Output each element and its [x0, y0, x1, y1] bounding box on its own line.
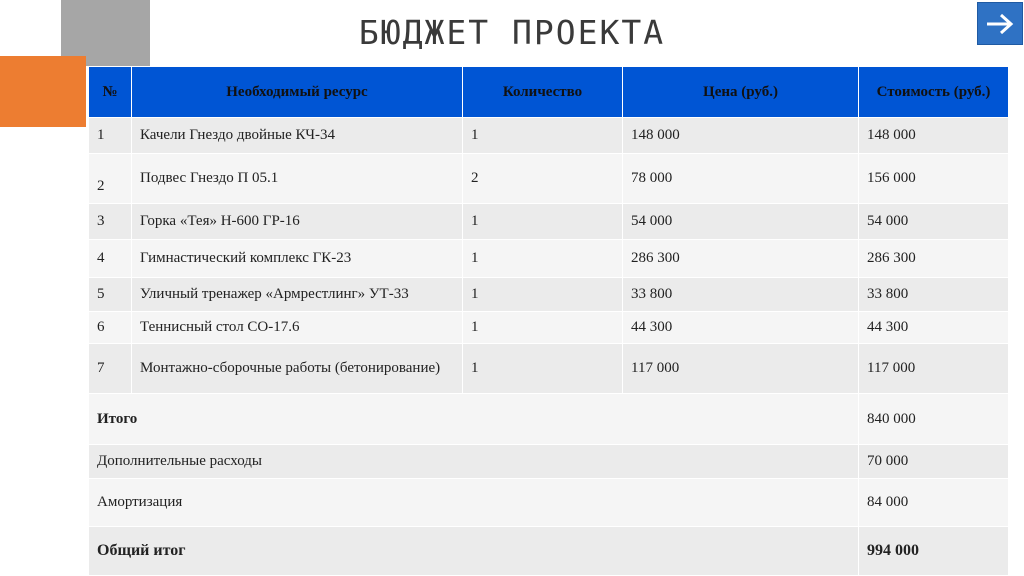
table-row	[89, 312, 1009, 344]
cell-resource: Качели Гнездо двойные КЧ-34	[132, 118, 463, 154]
cell-qty: 1	[463, 204, 623, 240]
extra-costs-label: Дополнительные расходы	[89, 445, 859, 479]
cell-cost: 286 300	[859, 240, 1009, 278]
table-header-row	[89, 67, 1009, 118]
slide-title: БЮДЖЕТ ПРОЕКТА	[358, 13, 666, 52]
cell-no: 1	[89, 118, 132, 154]
cell-cost: 148 000	[859, 118, 1009, 154]
col-header-no: №	[89, 67, 132, 118]
cell-cost: 54 000	[859, 204, 1009, 240]
grand-total-row	[89, 527, 1009, 576]
col-header-price: Цена (руб.)	[623, 67, 859, 118]
cell-resource: Уличный тренажер «Армрестлинг» УТ-33	[132, 278, 463, 312]
cell-price: 117 000	[623, 344, 859, 394]
grand-total-value: 994 000	[859, 527, 1009, 576]
cell-qty: 2	[463, 154, 623, 204]
subtotal-label: Итого	[89, 394, 859, 445]
cell-qty: 1	[463, 240, 623, 278]
budget-table	[88, 66, 1009, 576]
table-row	[89, 278, 1009, 312]
decor-orange-block	[0, 56, 86, 127]
cell-price: 54 000	[623, 204, 859, 240]
cell-qty: 1	[463, 278, 623, 312]
col-header-cost: Стоимость (руб.)	[859, 67, 1009, 118]
cell-cost: 156 000	[859, 154, 1009, 204]
col-header-resource: Необходимый ресурс	[132, 67, 463, 118]
cell-no: 4	[89, 240, 132, 278]
cell-no: 7	[89, 344, 132, 394]
subtotal-row	[89, 394, 1009, 445]
cell-qty: 1	[463, 344, 623, 394]
amortization-label: Амортизация	[89, 479, 859, 527]
col-header-qty: Количество	[463, 67, 623, 118]
table-row	[89, 154, 1009, 204]
cell-no: 3	[89, 204, 132, 240]
cell-price: 78 000	[623, 154, 859, 204]
cell-cost: 117 000	[859, 344, 1009, 394]
cell-price: 148 000	[623, 118, 859, 154]
table-row	[89, 344, 1009, 394]
cell-cost: 33 800	[859, 278, 1009, 312]
cell-qty: 1	[463, 312, 623, 344]
grand-total-label: Общий итог	[89, 527, 859, 576]
cell-resource: Гимнастический комплекс ГК-23	[132, 240, 463, 278]
cell-price: 33 800	[623, 278, 859, 312]
table-row	[89, 118, 1009, 154]
cell-resource: Теннисный стол СО-17.6	[132, 312, 463, 344]
cell-qty: 1	[463, 118, 623, 154]
cell-no: 5	[89, 278, 132, 312]
table-row	[89, 204, 1009, 240]
arrow-right-icon	[985, 12, 1015, 36]
cell-no: 2	[89, 154, 132, 204]
cell-price: 44 300	[623, 312, 859, 344]
cell-price: 286 300	[623, 240, 859, 278]
table-row	[89, 240, 1009, 278]
extra-costs-row	[89, 445, 1009, 479]
cell-cost: 44 300	[859, 312, 1009, 344]
extra-costs-value: 70 000	[859, 445, 1009, 479]
cell-resource: Подвес Гнездо П 05.1	[132, 154, 463, 204]
cell-resource: Горка «Тея» Н-600 ГР-16	[132, 204, 463, 240]
cell-resource: Монтажно-сборочные работы (бетонирование)	[132, 344, 463, 394]
cell-no: 6	[89, 312, 132, 344]
subtotal-value: 840 000	[859, 394, 1009, 445]
amortization-row	[89, 479, 1009, 527]
next-slide-button[interactable]	[977, 2, 1023, 45]
amortization-value: 84 000	[859, 479, 1009, 527]
